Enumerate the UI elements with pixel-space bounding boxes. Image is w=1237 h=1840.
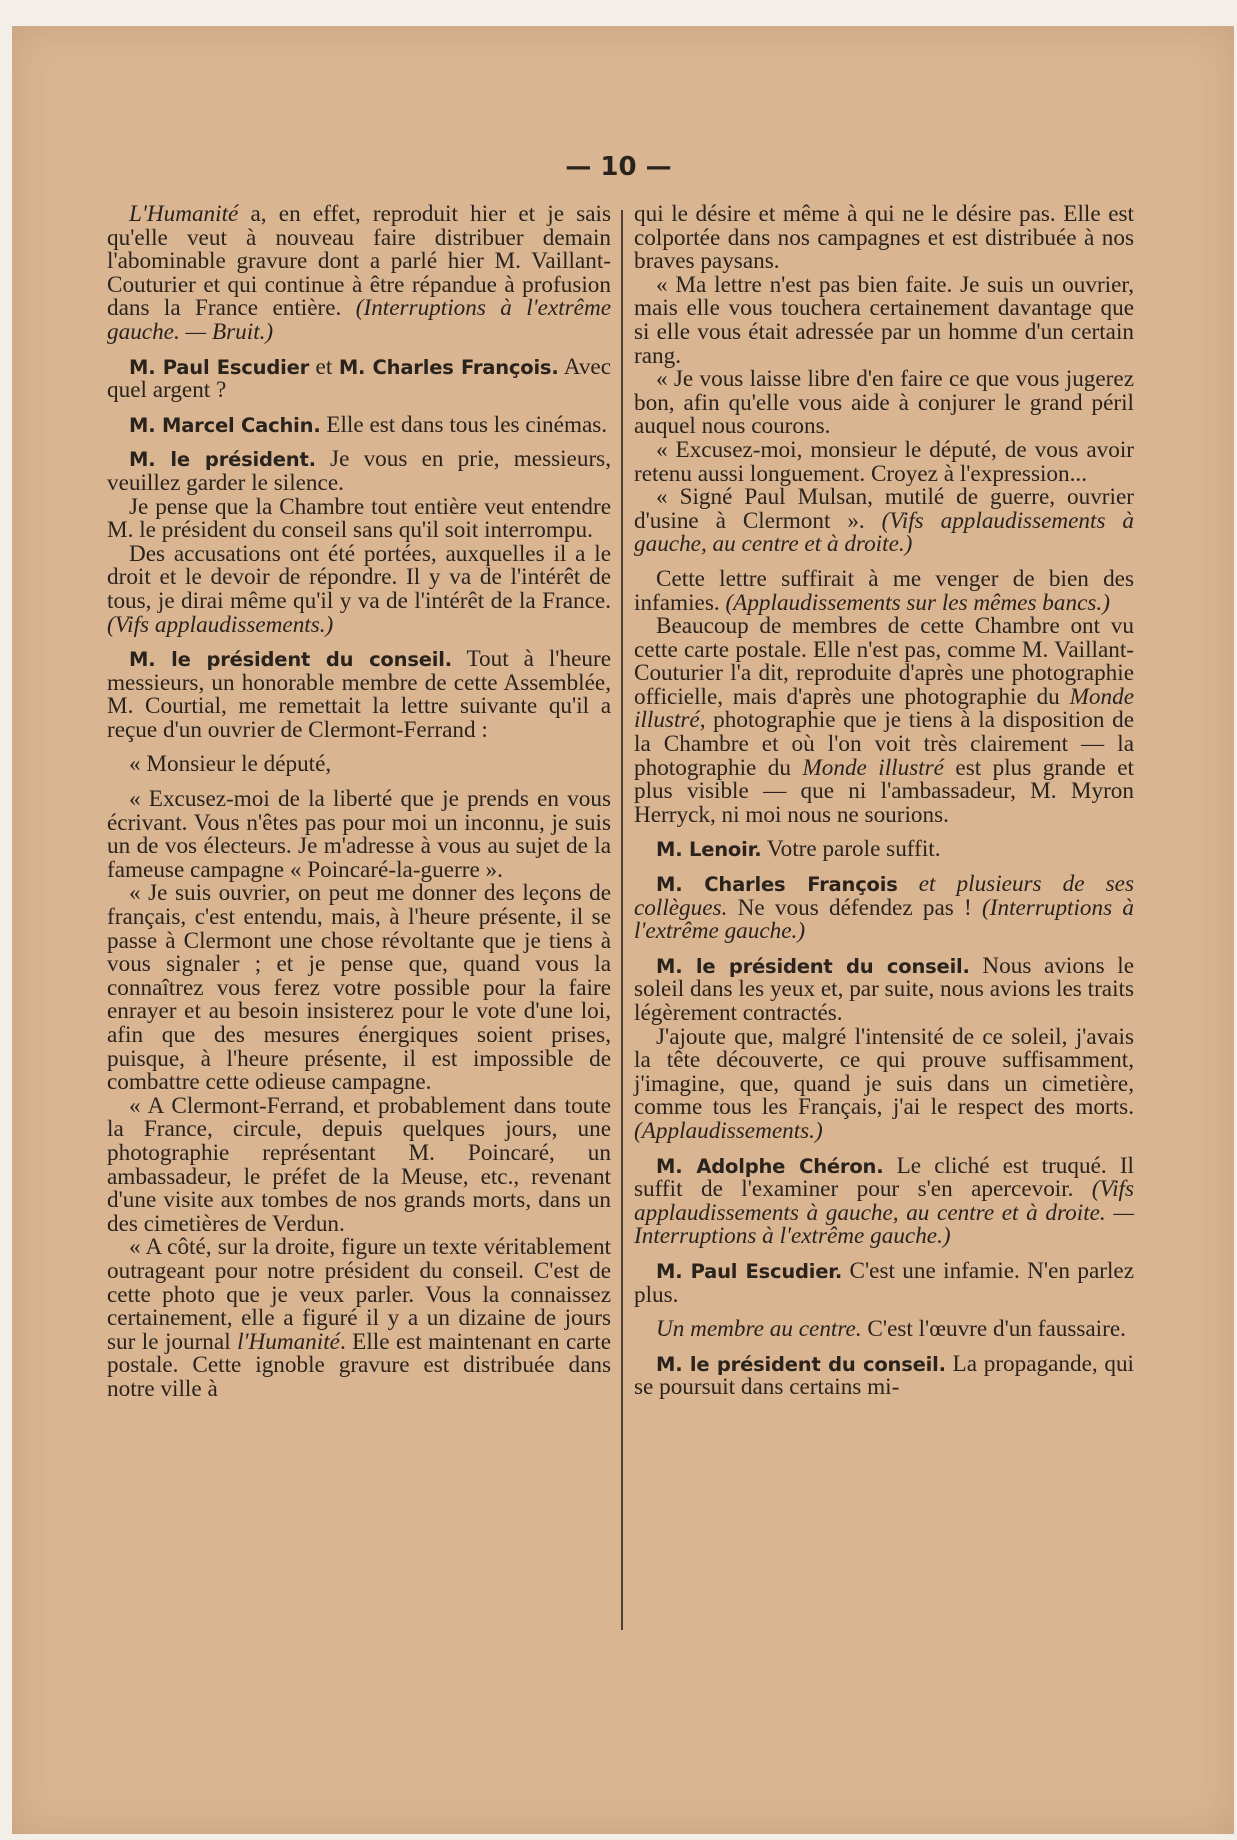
italic-text: (Interruptions à l'extrême gauche. — Bruit.) — [107, 295, 611, 345]
speaker-name: M. Marcel Cachin. — [129, 413, 321, 437]
speaker-name: M. Paul Escudier — [129, 355, 310, 379]
page-number: — 10 — — [565, 152, 672, 182]
speaker-name: M. le président du conseil. — [656, 1352, 946, 1376]
body-text: Tout à l'heure messieurs, un honorable membre de cette Assemblée, M. Courtial, me remettait la lettre suivante qu'il a reçue d'un ouvrier de Clermont-Ferrand : — [107, 646, 611, 743]
body-text: Cette lettre suffirait à me venger de bien des infamies. — [634, 565, 1134, 616]
body-text: « Je suis ouvrier, on peut me donner des leçons de français, c'est entendu, mais, à l'heure présente, il se passe à Clermont une chose révoltante que je tiens à vous signaler ; et je pense que, quand vous la connaîtrez vous ferez votre possible pour la faire enrayer et au besoin insisterez pour le vote d'une loi, afin que des mesures énergiques soient prises, puisque, à l'heure présente, il est impossible de combattre cette odieuse campagne. — [107, 880, 611, 1096]
paragraph — [634, 1318, 1134, 1342]
body-text: a, en effet, reproduit hier et je sais qu'elle veut à nouveau faire distribuer demain l'abominable gravure dont a parlé hier M. Vaillant-Couturier et qui continue à être répandue à profusion dans la France entière. — [107, 201, 611, 322]
paragraph — [107, 788, 611, 882]
column-divider — [621, 210, 623, 1630]
paragraph — [634, 368, 1134, 439]
body-text: « Signé Paul Mulsan, mutilé de guerre, ouvrier d'usine à Clermont ». — [634, 484, 1134, 534]
paragraph — [634, 615, 1134, 827]
italic-text: (Vifs applaudissements.) — [107, 611, 334, 638]
paragraph — [634, 1257, 1134, 1308]
body-text: , photographie que je tiens à la disposition de la Chambre et où l'on voit très clairement — la photographie du — [634, 707, 1134, 781]
paragraph — [634, 1350, 1134, 1401]
body-text: C'est une infamie. N'en parlez plus. — [634, 1257, 1134, 1308]
italic-text: (Applaudissements.) — [634, 1117, 823, 1144]
italic-text: Monde illustré — [634, 683, 1134, 734]
paragraph — [107, 1236, 611, 1401]
body-text: Je vous en prie, messieurs, veuillez garder le silence. — [107, 446, 611, 496]
body-text: Beaucoup de membres de cette Chambre ont vu cette carte postale. Elle n'est pas, comme M. Vaillant-Couturier l'a dit, reproduite d'après une photographie officielle, mais d'après une photographie du — [634, 613, 1134, 710]
italic-text: l'Humanité — [237, 1328, 340, 1355]
body-text: Ne vous défendez pas ! — [727, 894, 983, 921]
paragraph — [107, 1092, 611, 1237]
italic-text: (Vifs applaudissements à gauche, au centre et à droite. — Interruptions à l'extrême gauche.) — [634, 1176, 1134, 1250]
body-text: « Ma lettre n'est pas bien faite. Je suis un ouvrier, mais elle vous touchera certainement davantage que si elle vous était adressée par un homme d'un certain rang. — [634, 271, 1134, 369]
italic-text: (Interruptions à l'extrême gauche.) — [634, 894, 1134, 945]
speaker-name: M. le président du conseil. — [129, 648, 452, 672]
paragraph — [634, 203, 1134, 274]
paragraph — [634, 486, 1134, 557]
paragraph — [634, 952, 1134, 1026]
right-column — [634, 203, 1134, 1400]
paragraph — [107, 882, 611, 1094]
body-text: Votre parole suffit. — [761, 836, 941, 863]
paragraph — [107, 493, 611, 544]
body-text: et — [309, 353, 339, 380]
body-text: . Elle est maintenant en carte postale. Cette ignoble gravure est distribuée dans notre ville à — [107, 1328, 611, 1402]
paragraph — [107, 753, 611, 777]
body-text: La propagande, qui se poursuit dans certains mi- — [634, 1350, 1134, 1401]
italic-text: Monde illustré — [802, 754, 944, 781]
body-text: Avec quel argent ? — [107, 353, 611, 404]
paragraph — [107, 203, 611, 345]
body-text: Nous avions le soleil dans les yeux et, par suite, nous avions les traits légèrement contractés. — [634, 952, 1134, 1026]
speaker-name: M. le président du conseil. — [656, 954, 970, 978]
paragraph — [634, 565, 1134, 616]
body-text: Des accusations ont été portées, auxquelles il a le droit et le devoir de répondre. Il y va de l'intérêt de tous, je dirai même qu'il y va de l'intérêt de la France. — [107, 540, 611, 614]
body-text: « Excusez-moi, monsieur le député, de vous avoir retenu aussi longuement. Croyez à l'expression... — [634, 436, 1134, 487]
body-text: est plus grande et plus visible — que ni l'ambassadeur, M. Myron Herryck, ni moi nous ne sourions. — [634, 754, 1135, 828]
speaker-name: M. Lenoir. — [656, 838, 762, 862]
paragraph — [107, 353, 611, 404]
body-text: Je pense que la Chambre tout entière veut entendre M. le président du conseil sans qu'il soit interrompu. — [107, 493, 611, 544]
paragraph — [634, 271, 1134, 369]
body-text: J'ajoute que, malgré l'intensité de ce soleil, j'avais la tête découverte, ce qui prouve suffisamment, j'imagine, que, quand je suis dans un cimetière, comme tous les Français, j'ai le respect des morts. — [634, 1023, 1134, 1121]
paragraph — [634, 838, 1134, 862]
speaker-name: M. le président. — [129, 448, 316, 472]
italic-text: (Applaudissements sur les mêmes bancs.) — [725, 589, 1110, 616]
body-text: Elle est dans tous les cinémas. — [320, 411, 608, 438]
body-text: C'est l'œuvre d'un faussaire. — [861, 1316, 1126, 1343]
speaker-name: M. Paul Escudier. — [656, 1259, 843, 1283]
paragraph — [634, 873, 1134, 944]
paragraph — [634, 436, 1134, 487]
speaker-name: M. Charles François — [656, 873, 898, 897]
speaker-name: M. Adolphe Chéron. — [656, 1154, 884, 1178]
paragraph — [634, 1152, 1134, 1250]
paragraph — [107, 411, 611, 438]
paragraph — [634, 1023, 1134, 1144]
body-text: « A côté, sur la droite, figure un texte véritablement outrageant pour notre président du conseil. C'est de cette photo que je veux parler. Vous la connaissez certainement, elle a figuré il y a un dizaine de jours sur le journal — [107, 1234, 611, 1355]
body-text: « A Clermont-Ferrand, et probablement dans toute la France, circule, depuis quelques jours, une photographie représentant M. Poincaré, un ambassadeur, le préfet de la Meuse, etc., revenant d'une visite aux tombes de nos grands morts, dans un des cimetières de Verdun. — [107, 1092, 611, 1237]
paragraph — [107, 648, 611, 742]
italic-text: et plusieurs de ses collègues. — [634, 871, 1134, 921]
left-column — [107, 203, 611, 1402]
body-text: « Excusez-moi de la liberté que je prends en vous écrivant. Vous n'êtes pas pour moi un inconnu, je suis un de vos électeurs. Je m'adresse à vous au sujet de la fameuse campagne « Poincaré-la-guerre ». — [107, 786, 611, 883]
body-text: qui le désire et même à qui ne le désire pas. Elle est colportée dans nos campagnes et est distribuée à nos braves paysans. — [634, 201, 1134, 275]
speaker-name: M. Charles François. — [338, 355, 559, 379]
body-text: « Je vous laisse libre d'en faire ce que vous jugerez bon, afin qu'elle vous aide à conjurer le grand péril auquel nous courons. — [634, 366, 1134, 440]
paragraph — [107, 448, 611, 495]
body-text: Le cliché est truqué. Il suffit de l'examiner pour s'en apercevoir. — [634, 1152, 1134, 1203]
italic-text: Un membre au centre. — [656, 1316, 862, 1343]
paragraph — [107, 540, 611, 638]
body-text: « Monsieur le député, — [129, 751, 332, 778]
italic-text: L'Humanité — [129, 201, 239, 227]
italic-text: (Vifs applaudissements à gauche, au centre et à droite.) — [634, 507, 1134, 558]
